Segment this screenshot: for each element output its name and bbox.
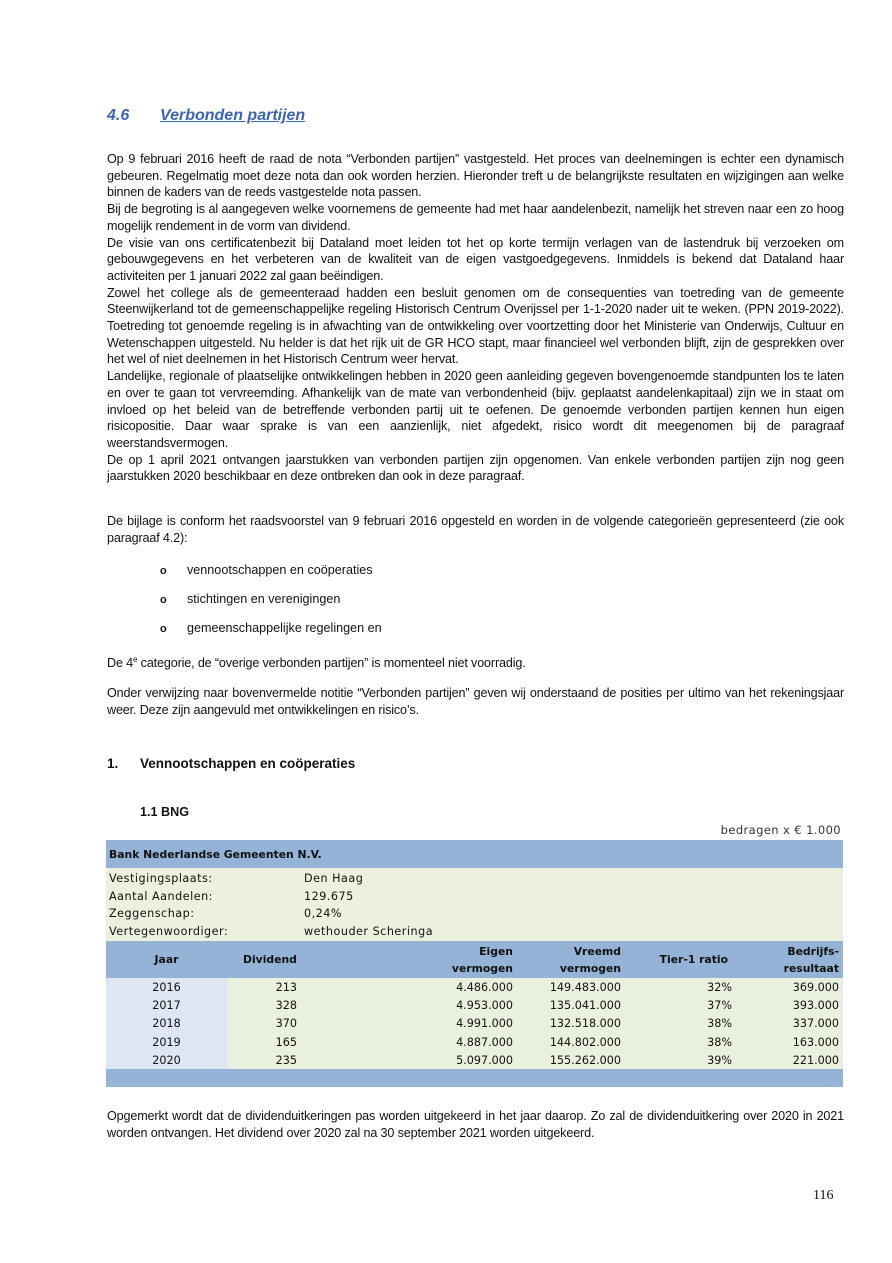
cell-tier1: 38% — [707, 1017, 732, 1031]
paragraph: De bijlage is conform het raadsvoorstel van 9 februari 2016 opgesteld en worden in de volgende categorieën gepresenteerd (zie ook paragraaf 4.2): — [107, 514, 844, 545]
bullet-marker: o — [160, 565, 167, 577]
cell-eigen-vermogen: 4.953.000 — [456, 998, 513, 1012]
cell-dividend: 370 — [275, 1017, 297, 1031]
cell-jaar: 2018 — [106, 1015, 227, 1033]
category-list — [160, 563, 382, 650]
cell-bedrijfsresultaat: 337.000 — [792, 1017, 839, 1031]
section-number: 4.6 — [107, 107, 130, 124]
paragraph: Zowel het college als de gemeenteraad hadden een besluit genomen om de consequenties van toetreding van de gemeente Steenwijkerland tot de gemeenschappelijke regeling Historisch Centrum Overijssel per 1-1-2020 nader uit te weken. (PPN 2019-2022). Toetreding tot genoemde regeling is in afwachting van de ontwikkeling over voortzetting door het Ministerie van Onderwijs, Cultuur en Wetenschappen uitgesteld. Nu helder is dat het rijk uit de GR HCO stapt, maar financieel wel verbonden blijft, zijn de gesprekken over het wel of niet deelnemen in het Historisch Centrum weer hervat. — [107, 285, 844, 367]
cell-bedrijfsresultaat: 393.000 — [792, 998, 839, 1012]
info-row — [106, 923, 843, 941]
category4-prefix: De 4 — [107, 656, 134, 671]
cell-jaar: 2019 — [106, 1033, 227, 1051]
table-row — [106, 1051, 843, 1069]
cell-bedrijfsresultaat: 369.000 — [792, 980, 839, 994]
cell-vreemd-vermogen: 132.518.000 — [549, 1017, 621, 1031]
intro-paragraphs — [107, 151, 844, 485]
heading-bng: 1.1 BNG — [140, 805, 189, 819]
info-label: Vertegenwoordiger: — [109, 924, 229, 938]
bijlage-paragraph — [107, 513, 844, 546]
table-body — [106, 978, 843, 1069]
info-value: 0,24% — [304, 907, 343, 921]
cell-dividend: 165 — [275, 1035, 297, 1049]
cell-tier1: 38% — [707, 1035, 732, 1049]
column-header-dividend — [227, 941, 297, 978]
cell-tier1: 39% — [707, 1053, 732, 1067]
bullet-marker: o — [160, 594, 167, 606]
table-row — [106, 996, 843, 1014]
table-title: Bank Nederlandse Gemeenten N.V. — [106, 840, 843, 868]
cell-bedrijfsresultaat: 163.000 — [792, 1035, 839, 1049]
paragraph: Landelijke, regionale of plaatselijke ontwikkelingen hebben in 2020 geen aanleiding gegeven bovengenoemde standpunten los te laten en over te gaan tot vervreemding. Afhankelijk van de mate van verbondenheid (bijv. geplaatst aandelenkapitaal) zijn we in staat om invloed op het beleid van de betreffende verbonden partij uit te oefenen. De genoemde verbonden partijen kennen hun eigen risicopositie. Daar waar sprake is van een aanzienlijk, niet afgedekt, risico wordt dit meegenomen bij de paragraaf weerstandsvermogen. — [107, 369, 844, 450]
info-row — [106, 905, 843, 923]
list-item — [160, 621, 382, 650]
cell-dividend: 235 — [275, 1053, 297, 1067]
column-header-vreemd-vermogen — [513, 941, 621, 978]
paragraph: Bij de begroting is al aangegeven welke voornemens de gemeente had met haar aandelenbezit, namelijk het streven naar een zo hoog mogelijk rendement in de vorm van dividend. — [107, 202, 844, 233]
section-title — [107, 107, 305, 125]
cell-vreemd-vermogen: 155.262.000 — [549, 1053, 621, 1067]
list-item — [160, 592, 382, 621]
paragraph: Onder verwijzing naar bovenvermelde notitie “Verbonden partijen” geven wij onderstaand de posities per ultimo van het rekeningsjaar weer. Deze zijn aangevuld met ontwikkelingen en risico’s. — [107, 686, 844, 717]
column-header-text: Eigen — [479, 944, 513, 958]
cell-tier1: 37% — [707, 998, 732, 1012]
paragraph: De op 1 april 2021 ontvangen jaarstukken van verbonden partijen zijn opgenomen. Van enkele verbonden partijen zijn nog geen jaarstukken 2020 beschikbaar en deze ontbreken dan ook in deze paragraaf. — [107, 452, 844, 484]
paragraph: Opgemerkt wordt dat de dividenduitkeringen pas worden uitgekeerd in het jaar daarop. Zo zal de dividenduitkering over 2020 in 2021 worden ontvangen. Het dividend over 2020 zal na 30 september 2021 worden uitgekeerd. — [107, 1109, 844, 1140]
column-header-text: Bedrijfs- — [787, 944, 839, 958]
cell-dividend: 213 — [275, 980, 297, 994]
column-header-text: Tier-1 ratio — [659, 953, 728, 966]
cell-tier1: 32% — [707, 980, 732, 994]
table-info — [106, 868, 843, 941]
info-label: Aantal Aandelen: — [109, 889, 213, 903]
info-value: 129.675 — [304, 889, 354, 903]
column-header-text: vermogen — [451, 961, 513, 975]
table-footer-band — [106, 1069, 843, 1087]
info-label: Zeggenschap: — [109, 907, 195, 921]
closing-paragraph — [107, 1108, 844, 1141]
table-row — [106, 1015, 843, 1033]
cell-jaar: 2017 — [106, 996, 227, 1014]
cell-eigen-vermogen: 5.097.000 — [456, 1053, 513, 1067]
table-header — [106, 941, 843, 978]
cell-eigen-vermogen: 4.991.000 — [456, 1017, 513, 1031]
cell-jaar: 2016 — [106, 978, 227, 996]
cell-eigen-vermogen: 4.887.000 — [456, 1035, 513, 1049]
bullet-marker: o — [160, 623, 167, 635]
paragraph: De visie van ons certificatenbezit bij Dataland moet leiden tot het op korte termijn verlagen van de lastendruk bij verzoeken om gebouwgegevens en het verbeteren van de kwaliteit van de eigen vastgoedgegevens. Inmiddels is bekend dat Dataland haar activiteiten per 1 januari 2022 zal gaan beëindigen. — [107, 235, 844, 283]
section-title-text: Verbonden partijen — [160, 107, 306, 124]
heading-vennootschappen — [107, 756, 355, 771]
column-header-text: Vreemd — [573, 944, 621, 958]
column-header-text: vermogen — [559, 961, 621, 975]
cell-vreemd-vermogen: 149.483.000 — [549, 980, 621, 994]
table-row — [106, 1033, 843, 1051]
info-value: Den Haag — [304, 872, 364, 886]
column-header-text: Dividend — [243, 953, 297, 966]
info-row — [106, 870, 843, 888]
list-item — [160, 563, 382, 592]
list-item-text: stichtingen en verenigingen — [187, 592, 341, 606]
info-row — [106, 888, 843, 906]
list-item-text: gemeenschappelijke regelingen en — [187, 621, 382, 635]
table-row — [106, 978, 843, 996]
category4-rest: categorie, de “overige verbonden partijen” is momenteel niet voorradig. — [137, 656, 526, 671]
amounts-note: bedragen x € 1.000 — [720, 823, 841, 837]
heading-title: Vennootschappen en coöperaties — [140, 756, 356, 771]
column-header-bedrijfsresultaat — [732, 941, 839, 978]
cell-eigen-vermogen: 4.486.000 — [456, 980, 513, 994]
list-item-text: vennootschappen en coöperaties — [187, 563, 373, 577]
category4-paragraph — [107, 652, 844, 672]
column-header-text: resultaat — [783, 961, 839, 975]
paragraph: Op 9 februari 2016 heeft de raad de nota “Verbonden partijen” vastgesteld. Het proces van deelnemingen is echter een dynamisch gebeuren. Regelmatig moet deze nota dan ook worden herzien. Hieronder treft u de belangrijkste resultaten en wijzigingen aan welke binnen de kaders van de reeds vastgestelde nota passen. — [107, 152, 844, 200]
cell-bedrijfsresultaat: 221.000 — [792, 1053, 839, 1067]
info-label: Vestigingsplaats: — [109, 872, 213, 886]
heading-number: 1. — [107, 756, 119, 771]
column-header-text: Jaar — [154, 953, 179, 966]
cell-vreemd-vermogen: 144.802.000 — [549, 1035, 621, 1049]
column-header-eigen-vermogen — [297, 941, 513, 978]
info-value: wethouder Scheringa — [304, 924, 434, 938]
category4-sup: e — [133, 655, 138, 664]
cell-jaar: 2020 — [106, 1051, 227, 1069]
notitie-paragraph — [107, 685, 844, 718]
paragraph — [107, 652, 844, 672]
bng-table — [106, 840, 843, 1089]
page-number: 116 — [813, 1188, 834, 1203]
column-header-tier1 — [621, 941, 732, 978]
column-header-jaar — [106, 941, 227, 978]
cell-dividend: 328 — [275, 998, 297, 1012]
cell-vreemd-vermogen: 135.041.000 — [549, 998, 621, 1012]
